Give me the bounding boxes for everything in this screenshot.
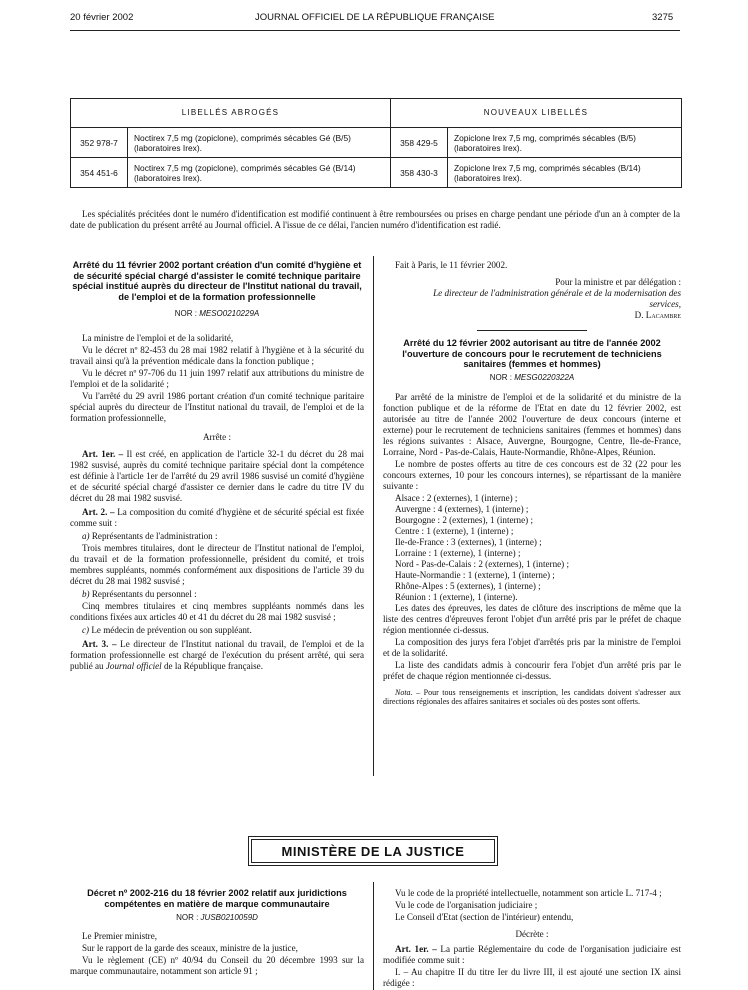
new-code: 358 429-5 bbox=[390, 128, 447, 158]
paragraph: Les dates des épreuves, les dates de clôture des inscriptions de même que la liste des centres d'épreuves feront l'objet d'un arrêté pris par le préfet de chaque région mentionnée ci-dessus. bbox=[383, 602, 681, 635]
list-item: Nord - Pas-de-Calais : 2 (externes), 1 (interne) ; bbox=[395, 558, 569, 569]
paragraph: Vu le code de la propriété intellectuelle, notamment son article L. 717-4 ; bbox=[395, 888, 662, 898]
nor-value: JUSB0210059D bbox=[200, 913, 258, 923]
article-1: Art. 1er. – La partie Réglementaire du code de l'organisation judiciaire est modifiée comme suit : bbox=[383, 944, 681, 965]
col-header-nouveaux: NOUVEAUX LIBELLÉS bbox=[390, 99, 681, 128]
page-number: 3275 bbox=[652, 12, 674, 23]
pour-line: Pour la ministre et par délégation : bbox=[555, 277, 681, 287]
article-2: Art. 2. – La composition du comité d'hygiène et de sécurité spécial est fixée comme suit : bbox=[70, 507, 365, 529]
old-label: Noctirex 7,5 mg (zopiclone), comprimés sécables Gé (B/14) (laboratoires Irex). bbox=[128, 158, 391, 188]
decret-title: Décret nº 2002-216 du 18 février 2002 relatif aux juridictions compétentes en matière de marque communautaire bbox=[87, 888, 347, 909]
libelles-table bbox=[70, 98, 682, 188]
paragraph: Vu le décret nº 97-706 du 11 juin 1997 relatif aux attributions du ministre de l'emploi et de la solidarité ; bbox=[70, 368, 364, 390]
list-item: Alsace : 2 (externes), 1 (interne) ; bbox=[395, 492, 518, 503]
directeur-line: Le directeur de l'administration générale et de la modernisation des services, bbox=[433, 288, 681, 309]
nor-line: NOR : MESO0210229A bbox=[174, 309, 260, 319]
arrete-label: Arrête : bbox=[202, 432, 232, 443]
paragraph: Le Premier ministre, bbox=[82, 931, 158, 942]
new-label: Zopiclone Irex 7,5 mg, comprimés sécables (B/5) (laboratoires Irex). bbox=[447, 128, 681, 158]
column-divider bbox=[373, 256, 374, 776]
arrete-title: Arrêté du 11 février 2002 portant création d'un comité d'hygiène et de sécurité spécial chargé d'assister le comité technique paritaire spécial institué auprès du directeur de l'Institut national du travail, de l'emploi et de la formation professionnelle bbox=[72, 260, 362, 302]
paragraph: Le Conseil d'Etat (section de l'intérieur) entendu, bbox=[395, 912, 574, 922]
paragraph: Vu le règlement (CE) nº 40/94 du Conseil du 20 décembre 1993 sur la marque communautaire, notamment son article 91 ; bbox=[70, 955, 364, 977]
paragraph: Par arrêté de la ministre de l'emploi et de la solidarité et du ministre de la fonction publique et de la réforme de l'Etat en date du 12 février 2002, est autorisée au titre de l'année 2002 l'ouverture de deux concours (interne et externe) pour le recrutement de techniciens sanitaires (femmes et hommes) dans les régions suivantes : Alsace, Auvergne, Bourgogne, Centre, Ile-de-France, Lorraine, Nord - Pas-de-Calais, Haute-Normandie, Rhône-Alpes, Réunion. bbox=[383, 391, 681, 457]
paragraph: Sur le rapport de la garde des sceaux, ministre de la justice, bbox=[82, 943, 298, 954]
item-b: b) Représentants du personnel : bbox=[82, 589, 197, 600]
article-1: Art. 1er. – Il est créé, en application de l'article 32-1 du décret du 28 mai 1982 susvisé, auprès du comité technique paritaire spécial dont la compétence est définie à l'article 1er de l'arrêté du 29 avril 1986 susvisé un comité d'hygiène et de sécurité spécial chargé d'assister ce dernier dans le cadre du titre IV du décret du 28 mai 1982 susvisé. bbox=[70, 449, 364, 504]
list-item: Bourgogne : 2 (externes), 1 (interne) ; bbox=[395, 514, 533, 525]
paragraph: Le nombre de postes offerts au titre de ces concours est de 32 (22 pour les concours externes, 10 pour les concours internes), se répartissant de la manière suivante : bbox=[383, 458, 681, 491]
item-b-text: Cinq membres titulaires et cinq membres suppléants nommés dans les conditions fixées aux articles 40 et 41 du décret du 28 mai 1982 susvisé ; bbox=[70, 601, 364, 623]
signature-block bbox=[383, 277, 681, 321]
decret-left bbox=[70, 888, 364, 978]
article-3: Art. 3. – Le directeur de l'Institut national du travail, de l'emploi et de la formation professionnelle est chargé de l'exécution du présent arrêté, qui sera publié au Journal officiel de la République française. bbox=[70, 639, 364, 672]
list-item: Réunion : 1 (externe), 1 (interne). bbox=[395, 591, 518, 602]
list-item: Centre : 1 (externe), 1 (interne) ; bbox=[395, 525, 514, 536]
paragraph: I. – Au chapitre II du titre Ier du livre III, il est ajouté une section IX ainsi rédigée : bbox=[383, 967, 681, 988]
header-rule bbox=[70, 30, 680, 31]
nor-line: NOR : JUSB0210059D bbox=[176, 913, 258, 923]
list-item: Rhône-Alpes : 5 (externes), 1 (interne) ; bbox=[395, 580, 541, 591]
ministry-banner bbox=[248, 836, 498, 866]
new-code: 358 430-3 bbox=[390, 158, 447, 188]
table-row bbox=[71, 158, 682, 188]
col-header-abroges: LIBELLÉS ABROGÉS bbox=[71, 99, 391, 128]
paragraph: La composition des jurys fera l'objet d'arrêtés pris par la ministre de l'emploi et de la solidarité. bbox=[383, 636, 681, 658]
paragraph: La ministre de l'emploi et de la solidarité, bbox=[82, 333, 234, 344]
arrete-title: Arrêté du 12 février 2002 autorisant au titre de l'année 2002 l'ouverture de concours pour le recrutement de techniciens sanitaires (femmes et hommes) bbox=[402, 338, 662, 370]
new-label: Zopiclone Irex 7,5 mg, comprimés sécables (B/14) (laboratoires Irex). bbox=[447, 158, 681, 188]
nota: Nota. – Pour tous renseignements et inscription, les candidats doivent s'adresser aux directions régionales des affaires sanitaires et sociales où des postes sont offerts. bbox=[383, 687, 682, 707]
nor-value: MESO0210229A bbox=[199, 309, 260, 319]
item-a-text: Trois membres titulaires, dont le directeur de l'Institut national de l'emploi, du travail et de la formation professionnelle, président du comité, et trois membres suppléants, nommés conformément aux dispositions de l'article 39 du décret du 28 mai 1982 susvisé ; bbox=[70, 543, 364, 587]
old-label: Noctirex 7,5 mg (zopiclone), comprimés sécables Gé (B/5) (laboratoires Irex). bbox=[128, 128, 391, 158]
intro-note: Les spécialités précitées dont le numéro d'identification est modifié continuent à être remboursées ou prises en charge pendant une période d'un an à compter de la date de publication du présent arrêté au Journal officiel. A l'issue de ce délai, l'ancien numéro d'identification est radié. bbox=[70, 209, 680, 230]
old-code: 354 451-6 bbox=[71, 158, 128, 188]
right-column bbox=[383, 260, 681, 707]
list-item: Ile-de-France : 3 (externes), 1 (interne) ; bbox=[395, 536, 542, 547]
list-item: Lorraine : 1 (externe), 1 (interne) ; bbox=[395, 547, 521, 558]
separator-rule bbox=[477, 330, 587, 331]
decrete-label: Décrète : bbox=[515, 929, 549, 939]
regions-list bbox=[383, 493, 681, 603]
journal-title: JOURNAL OFFICIEL DE LA RÉPUBLIQUE FRANÇAISE bbox=[255, 12, 495, 23]
header-date: 20 février 2002 bbox=[70, 12, 134, 23]
signatory: D. Lacambre bbox=[634, 310, 681, 320]
nor-line: NOR : MESG0220322A bbox=[489, 372, 575, 382]
table-row bbox=[71, 128, 682, 158]
paragraph: Vu le décret nº 82-453 du 28 mai 1982 relatif à l'hygiène et à la sécurité du travail ainsi qu'à la prévention médicale dans la fonction publique ; bbox=[70, 345, 364, 367]
old-code: 352 978-7 bbox=[71, 128, 128, 158]
paragraph: Vu l'arrêté du 29 avril 1986 portant création d'un comité technique paritaire spécial auprès du directeur de l'Institut national du travail, de l'emploi et de la formation professionnelle, bbox=[70, 391, 364, 424]
nor-value: MESG0220322A bbox=[514, 372, 575, 382]
column-divider bbox=[373, 882, 374, 990]
item-c: c) Le médecin de prévention ou son suppléant. bbox=[82, 625, 252, 636]
list-item: Haute-Normandie : 1 (externe), 1 (interne) ; bbox=[395, 569, 555, 580]
ministry-title: MINISTÈRE DE LA JUSTICE bbox=[251, 839, 495, 863]
fait-line: Fait à Paris, le 11 février 2002. bbox=[395, 260, 508, 270]
item-a: a) Représentants de l'administration : bbox=[82, 531, 218, 542]
paragraph: La liste des candidats admis à concourir fera l'objet d'un arrêté pris par le préfet de chaque région mentionnée ci-dessus. bbox=[383, 659, 681, 681]
list-item: Auvergne : 4 (externes), 1 (interne) ; bbox=[395, 503, 529, 514]
decret-right bbox=[383, 888, 681, 990]
left-column bbox=[70, 260, 364, 673]
paragraph: Vu le code de l'organisation judiciaire ; bbox=[395, 900, 538, 910]
